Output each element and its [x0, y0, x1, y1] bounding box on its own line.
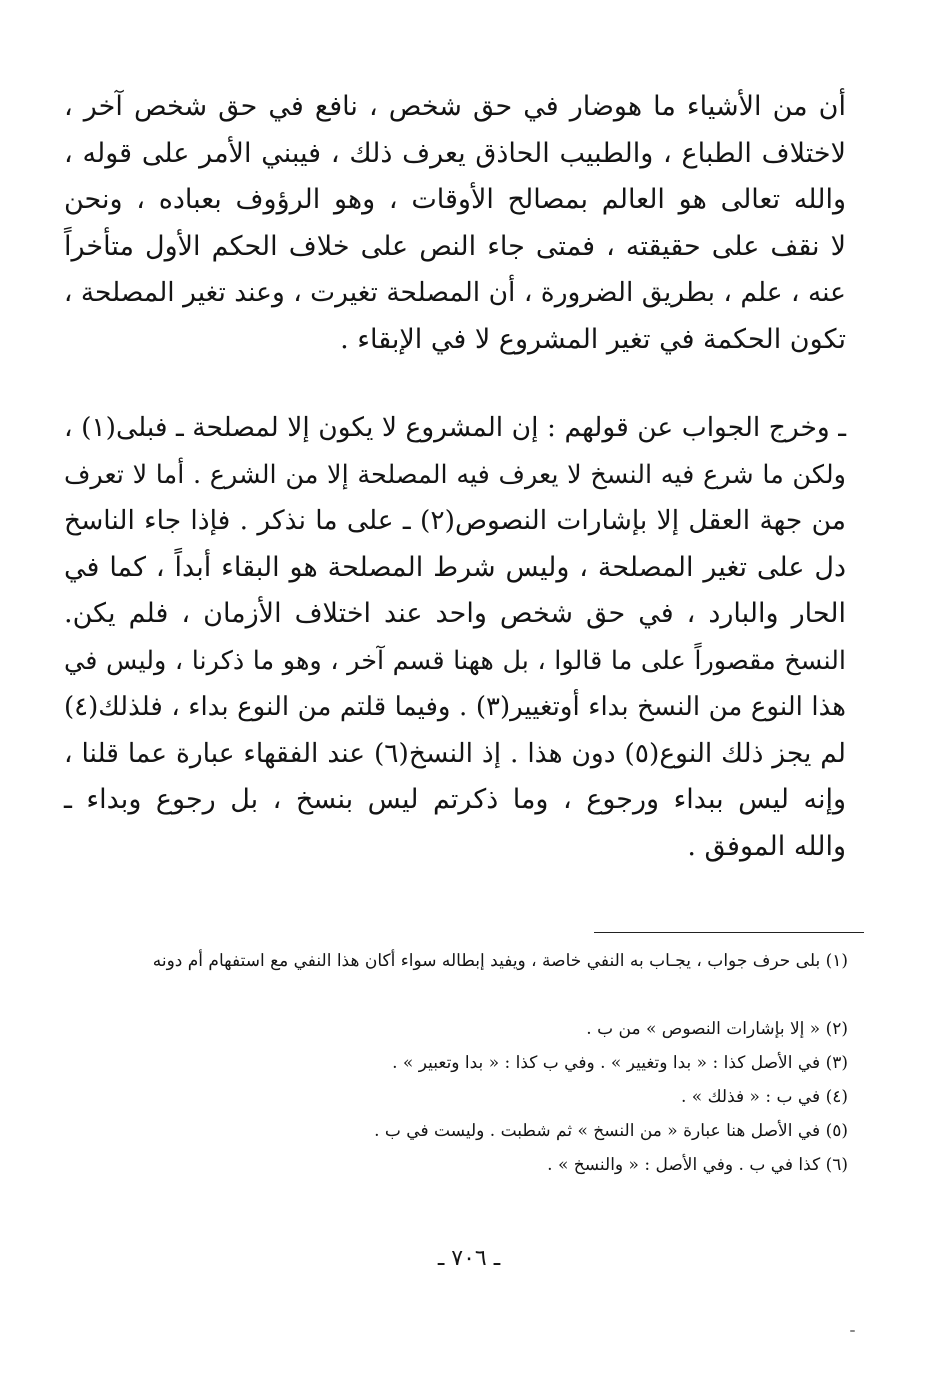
text-line: النسخ مقصوراً على ما قالوا ، بل ههنا قسم آخر ، وهو ما ذكرنا ، وليس في [64, 645, 846, 676]
footnote-3: (٣) في الأصل كذا : « بدا وتغيير » . وفي ب كذا : « بدا وتعبير » . [392, 1053, 848, 1073]
paragraph-2 [64, 405, 846, 870]
footnote-6: (٦) كذا في ب . وفي الأصل : « والنسخ » . [547, 1155, 848, 1175]
text-line: أن من الأشياء ما هوضار في حق شخص ، نافع في حق شخص آخر ، [64, 91, 846, 122]
text-line: ـ وخرج الجواب عن قولهم : إن المشروع لا يكون إلا لمصلحة ـ فبلى(١) ، [64, 412, 846, 443]
text-line: الحار والبارد ، في حق شخص واحد عند اختلاف الأزمان ، فلم يكن. [64, 598, 846, 629]
text-line: لاختلاف الطباع ، والطبيب الحاذق يعرف ذلك ، فيبني الأمر على قوله ، [64, 137, 846, 169]
footnote-1-continuation [64, 978, 848, 1012]
text-line: عنه ، علم ، بطريق الضرورة ، أن المصلحة تغيرت ، وعند تغير المصلحة ، [63, 277, 846, 308]
footnotes [64, 944, 848, 1182]
paragraph-1 [64, 84, 846, 363]
text-line: لم يجز ذلك النوع(٥) دون هذا . إذ النسخ(٦) عند الفقهاء عبارة عما قلنا ، [64, 737, 846, 769]
footnote-2: (٢) « إلا بإشارات النصوص » من ب . [586, 1019, 848, 1039]
text-line: وإنه ليس ببداء ورجوع ، وما ذكرتم ليس بنسخ ، بل رجوع وبداء ـ [64, 784, 846, 815]
text-line: من جهة العقل إلا بإشارات النصوص(٢) ـ على ما نذكر . فإذا جاء الناسخ [64, 505, 846, 536]
footnote-separator [594, 932, 864, 933]
text-line: ولكن ما شرع فيه النسخ لا يعرف فيه المصلحة إلا من الشرع . أما لا تعرف [64, 459, 846, 490]
footnote-1: (١) بلى حرف جواب ، يجـاب به النفي خاصة ، ويفيد إبطاله سواء أكان هذا النفي مع استفهام أم دونه [152, 951, 848, 971]
text-line: والله الموفق . [687, 830, 846, 862]
text-line: دل على تغير المصلحة ، وليس شرط المصلحة هو البقاء أبداً ، كما في [64, 551, 846, 583]
text-line: هذا النوع من النسخ بداء أوتغيير(٣) . وفيما قلتم من النوع بداء ، فلذلك(٤) [64, 692, 846, 722]
text-line: تكون الحكمة في تغير المشروع لا في الإبقاء . [340, 323, 846, 355]
scan-speck [850, 1330, 855, 1332]
page-number: ـ ٧٠٦ ـ [437, 1246, 501, 1271]
text-line: لا نقف على حقيقته ، فمتى جاء النص على خلاف الحكم الأول متأخراً [64, 230, 846, 262]
text-line: والله تعالى هو العالم بمصالح الأوقات ، وهو الرؤوف بعباده ، ونحن [64, 184, 846, 215]
footnote-4: (٤) في ب : « فذلك » . [680, 1087, 848, 1107]
footnote-5: (٥) في الأصل هنا عبارة « من النسخ » ثم شطبت . وليست في ب . [374, 1121, 848, 1141]
